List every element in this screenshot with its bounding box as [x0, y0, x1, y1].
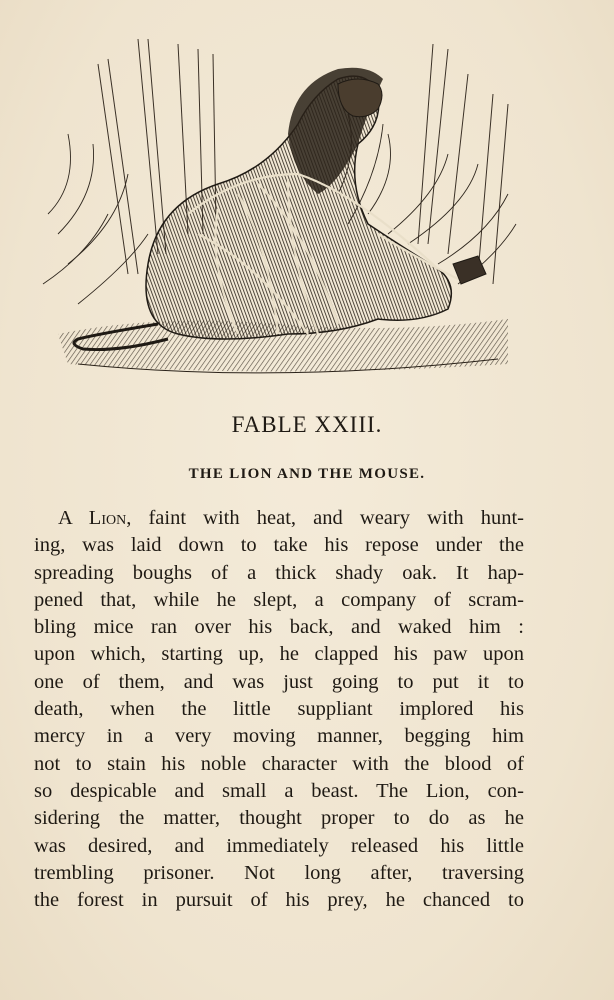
text-line: the forest in pursuit of his prey, he chanced to [34, 889, 524, 912]
text-line: was desired, and immediately released his little [34, 834, 524, 857]
fable-number-heading: FABLE XXIII. [231, 412, 383, 437]
text-line: upon which, starting up, he clapped his paw upon [34, 643, 524, 666]
text-line: spreading boughs of a thick shady oak. It hap- [34, 561, 524, 584]
text-line: ing, was laid down to take his repose under the [34, 534, 524, 557]
lead-word: A Lion, [58, 507, 132, 529]
text-line: not to stain his noble character with the blood of [34, 752, 524, 775]
text-line: death, when the little suppliant implored his [34, 698, 524, 721]
text-line: A Lion, faint with heat, and weary with hunt- [58, 507, 524, 529]
text-line: so despicable and small a beast. The Lion, con- [34, 779, 524, 802]
text-line: bling mice ran over his back, and waked him : [34, 616, 524, 639]
text-line: trembling prisoner. Not long after, traversing [34, 861, 524, 884]
text-line: sidering the matter, thought proper to do as he [34, 807, 524, 830]
fable-title: THE LION AND THE MOUSE. [188, 466, 426, 482]
fable-body-text [34, 505, 524, 914]
lion-illustration [38, 34, 518, 384]
text-line: mercy in a very moving manner, begging him [34, 725, 524, 748]
lion-caught-in-net-icon [38, 34, 518, 384]
text-line: one of them, and was just going to put it to [34, 670, 524, 693]
text-line: pened that, while he slept, a company of scram- [34, 588, 524, 611]
